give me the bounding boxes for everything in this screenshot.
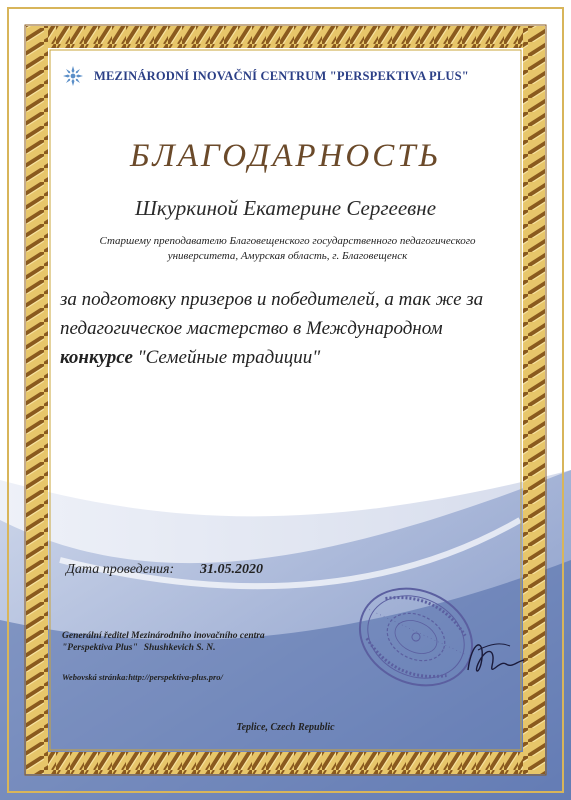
certificate-header	[62, 64, 522, 88]
certificate-title: БЛАГОДАРНОСТЬ	[129, 138, 442, 174]
website-text: Webovská stránka:http://perspektiva-plus.pro/	[62, 672, 223, 682]
award-reason	[60, 285, 500, 372]
recipient-name: Шкуркиной Екатерине Сергеевне	[134, 196, 437, 220]
date-label: Дата проведения:	[66, 562, 175, 577]
reason-emphasis: конкурсе	[60, 347, 133, 368]
reason-text: за подготовку призеров и победителей, а так же за педагогическое мастерство в Международном	[60, 289, 484, 339]
organization-name: MEZINÁRODNÍ INOVAČNÍ CENTRUM "PERSPEKTIVA PLUS"	[94, 68, 469, 83]
recipient-position: Старшему преподавателю Благовещенского государственного педагогического университета, Амурская область, г. Благовещенск	[99, 235, 476, 262]
city-text: Teplice, Czech Republic	[236, 722, 335, 733]
signature	[460, 630, 530, 690]
date-value: 31.05.2020	[200, 562, 263, 577]
director-org: "Perspektiva Plus"	[62, 643, 138, 653]
director-block	[62, 630, 265, 654]
director-name: Shushkevich S. N.	[143, 643, 216, 653]
snowflake-icon	[62, 65, 84, 87]
reason-text-end: "Семейные традиции"	[132, 347, 321, 368]
director-title: Generální ředitel Mezinárodního inovačního centra	[62, 631, 265, 641]
